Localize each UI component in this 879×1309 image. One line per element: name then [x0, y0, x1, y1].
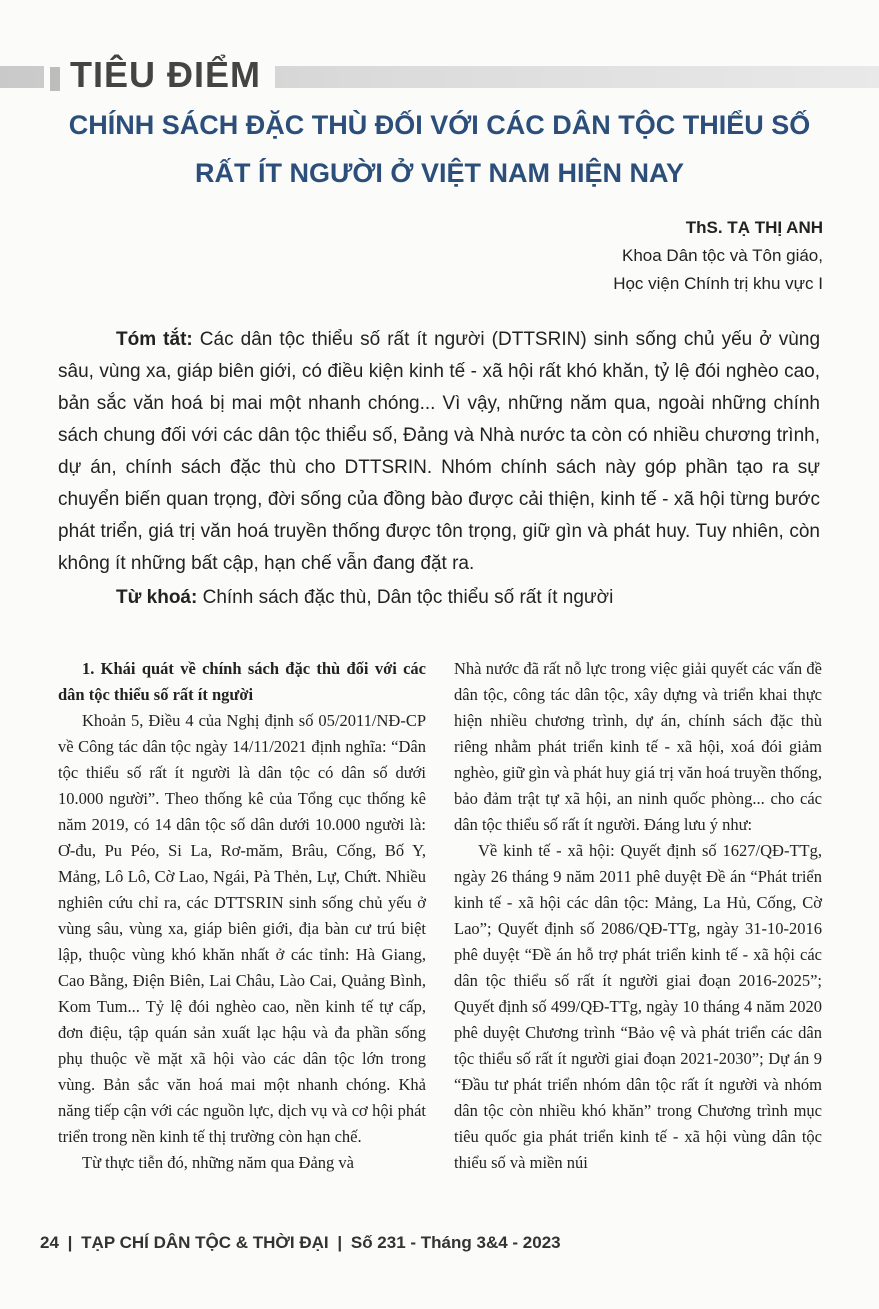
left-paragraph-1: Khoản 5, Điều 4 của Nghị định số 05/2011/NĐ-CP về Công tác dân tộc ngày 14/11/2021 định nghĩa: “Dân tộc thiểu số rất ít người là dân tộc có dân số dưới 10.000 người”. Theo thống kê của Tổng cục thống kê năm 2019, có 14 dân tộc số dân dưới 10.000 người là: Ơ-đu, Pu Péo, Si La, Rơ-măm, Brâu, Cống, Bố Y, Mảng, Lô Lô, Cờ Lao, Ngái, Pà Thẻn, Lự, Chứt. Nhiều nghiên cứu chỉ ra, các DTTSRIN sinh sống chủ yếu ở vùng sâu, vùng xa, giáp biên giới, địa bàn cư trú biệt lập, thuộc vùng khó khăn nhất ở các tỉnh: Hà Giang, Cao Bằng, Điện Biên, Lai Châu, Lào Cai, Quảng Bình, Kom Tum... Tỷ lệ đói nghèo cao, nền kinh tế tự cấp, đơn điệu, tập quán sản xuất lạc hậu và đa phần sống phụ thuộc về mặt xã hội vào các dân tộc lớn trong vùng. Bản sắc văn hoá mai một nhanh chóng. Khả năng tiếp cận với các nguồn lực, dịch vụ và cơ hội phát triển trong nền kinh tế thị trường còn hạn chế.	[58, 711, 426, 1146]
article-title-line-1: CHÍNH SÁCH ĐẶC THÙ ĐỐI VỚI CÁC DÂN TỘC THIỂU SỐ	[68, 110, 811, 140]
page-number: 24	[40, 1233, 59, 1252]
author-affiliation-2: Học viện Chính trị khu vực I	[613, 274, 823, 293]
right-paragraph-1: Nhà nước đã rất nỗ lực trong việc giải quyết các vấn đề dân tộc, công tác dân tộc, xây dựng và triển khai thực hiện nhiều chương trình, dự án, chính sách đặc thù riêng nhằm phát triển kinh tế - xã hội, xoá đói giảm nghèo, giữ gìn và phát huy giá trị văn hoá truyền thống, bảo đảm trật tự xã hội, an ninh quốc phòng... cho các dân tộc thiểu số rất ít người. Đáng lưu ý như:	[454, 659, 822, 834]
section-heading: 1. Khái quát về chính sách đặc thù đối với các dân tộc thiểu số rất ít người	[58, 659, 426, 704]
keywords-label: Từ khoá:	[116, 587, 198, 608]
abstract-text: Các dân tộc thiểu số rất ít người (DTTSRIN) sinh sống chủ yếu ở vùng sâu, vùng xa, giáp biên giới, có điều kiện kinh tế - xã hội rất khó khăn, tỷ lệ đói nghèo cao, bản sắc văn hoá bị mai một nhanh chóng... Vì vậy, những năm qua, ngoài những chính sách chung đối với các dân tộc thiểu số, Đảng và Nhà nước ta còn có nhiều chương trình, dự án, chính sách đặc thù cho DTTSRIN. Nhóm chính sách này góp phần tạo ra sự chuyển biến quan trọng, đời sống của đồng bào được cải thiện, kinh tế - xã hội từng bước phát triển, giá trị văn hoá truyền thống được tôn trọng, giữ gìn và phát huy. Tuy nhiên, còn không ít những bất cập, hạn chế vẫn đang đặt ra.	[58, 329, 821, 574]
issue-info: Số 231 - Tháng 3&4 - 2023	[350, 1233, 561, 1252]
author-block	[613, 214, 823, 298]
author-name: ThS. TẠ THỊ ANH	[685, 218, 823, 237]
left-paragraph-2: Từ thực tiễn đó, những năm qua Đảng và	[82, 1153, 354, 1172]
abstract	[58, 324, 820, 614]
left-column	[58, 656, 426, 1176]
section-label: TIÊU ĐIỂM	[44, 54, 275, 96]
right-column	[454, 656, 822, 1176]
keywords-text: Chính sách đặc thù, Dân tộc thiểu số rất ít người	[202, 587, 614, 608]
article-title-line-2: RẤT ÍT NGƯỜI Ở VIỆT NAM HIỆN NAY	[195, 158, 684, 188]
page-footer	[40, 1233, 565, 1253]
abstract-label: Tóm tắt:	[116, 329, 193, 350]
footer-divider: |	[67, 1233, 73, 1252]
journal-name: TẠP CHÍ DÂN TỘC & THỜI ĐẠI	[81, 1233, 329, 1252]
author-affiliation-1: Khoa Dân tộc và Tôn giáo,	[622, 246, 823, 265]
footer-divider: |	[337, 1233, 343, 1252]
right-paragraph-2: Về kinh tế - xã hội: Quyết định số 1627/QĐ-TTg, ngày 26 tháng 9 năm 2011 phê duyệt Đề án “Phát triển kinh tế - xã hội các dân tộc: Mảng, La Hủ, Cống, Cờ Lao”; Quyết định số 2086/QĐ-TTg, ngày 31-10-2016 phê duyệt “Đề án hỗ trợ phát triển kinh tế - xã hội các dân tộc thiểu số rất ít người giai đoạn 2016-2025”; Quyết định số 499/QĐ-TTg, ngày 10 tháng 4 năm 2020 phê duyệt Chương trình “Bảo vệ và phát triển các dân tộc thiểu số rất ít người giai đoạn 2021-2030”; Dự án 9 “Đầu tư phát triển nhóm dân tộc rất ít người và nhóm dân tộc còn nhiều khó khăn” trong Chương trình mục tiêu quốc gia phát triển kinh tế - xã hội vùng dân tộc thiểu số và miền núi	[454, 841, 822, 1172]
